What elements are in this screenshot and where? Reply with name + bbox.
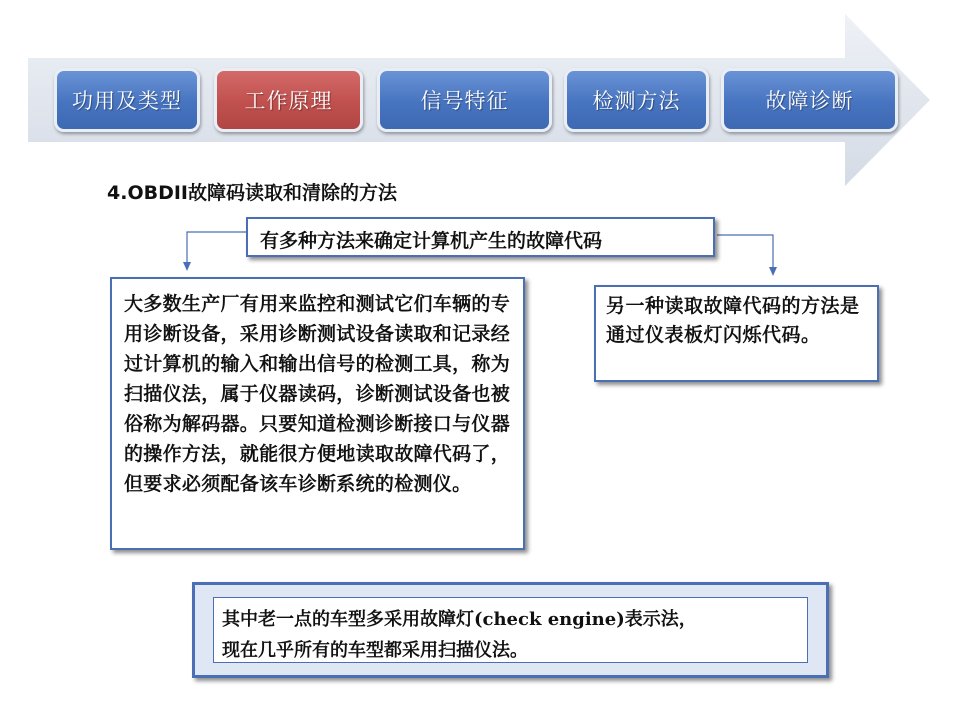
summary-line-1: 其中老一点的车型多采用故障灯(check engine)表示法， [222, 609, 697, 630]
tab-fault-diagnosis[interactable]: 故障诊断 [721, 68, 898, 132]
tab-signal-characteristics[interactable]: 信号特征 [377, 68, 552, 132]
tab-detection-methods[interactable]: 检测方法 [564, 68, 709, 132]
summary-box [192, 582, 829, 678]
methods-intro-box: 有多种方法来确定计算机产生的故障代码 [246, 217, 715, 257]
tab-working-principle[interactable]: 工作原理 [214, 68, 363, 132]
section-title: 4.OBDII故障码读取和清除的方法 [107, 182, 397, 204]
summary-line-2: 现在几乎所有的车型都采用扫描仪法。 [222, 640, 528, 661]
flash-code-method-box: 另一种读取故障代码的方法是通过仪表板灯闪烁代码。 [594, 285, 879, 382]
summary-inner [213, 597, 808, 663]
scanner-method-box: 大多数生产厂有用来监控和测试它们车辆的专用诊断设备，采用诊断测试设备读取和记录经过计算机的输入和输出信号的检测工具，称为扫描仪法，属于仪器读码，诊断测试设备也被俗称为解码器。只要知道检测诊断接口与仪器的操作方法，就能很方便地读取故障代码了，但要求必须配备该车诊断系统的检测仪。 [110, 277, 525, 550]
tab-function-types[interactable]: 功用及类型 [54, 68, 200, 132]
